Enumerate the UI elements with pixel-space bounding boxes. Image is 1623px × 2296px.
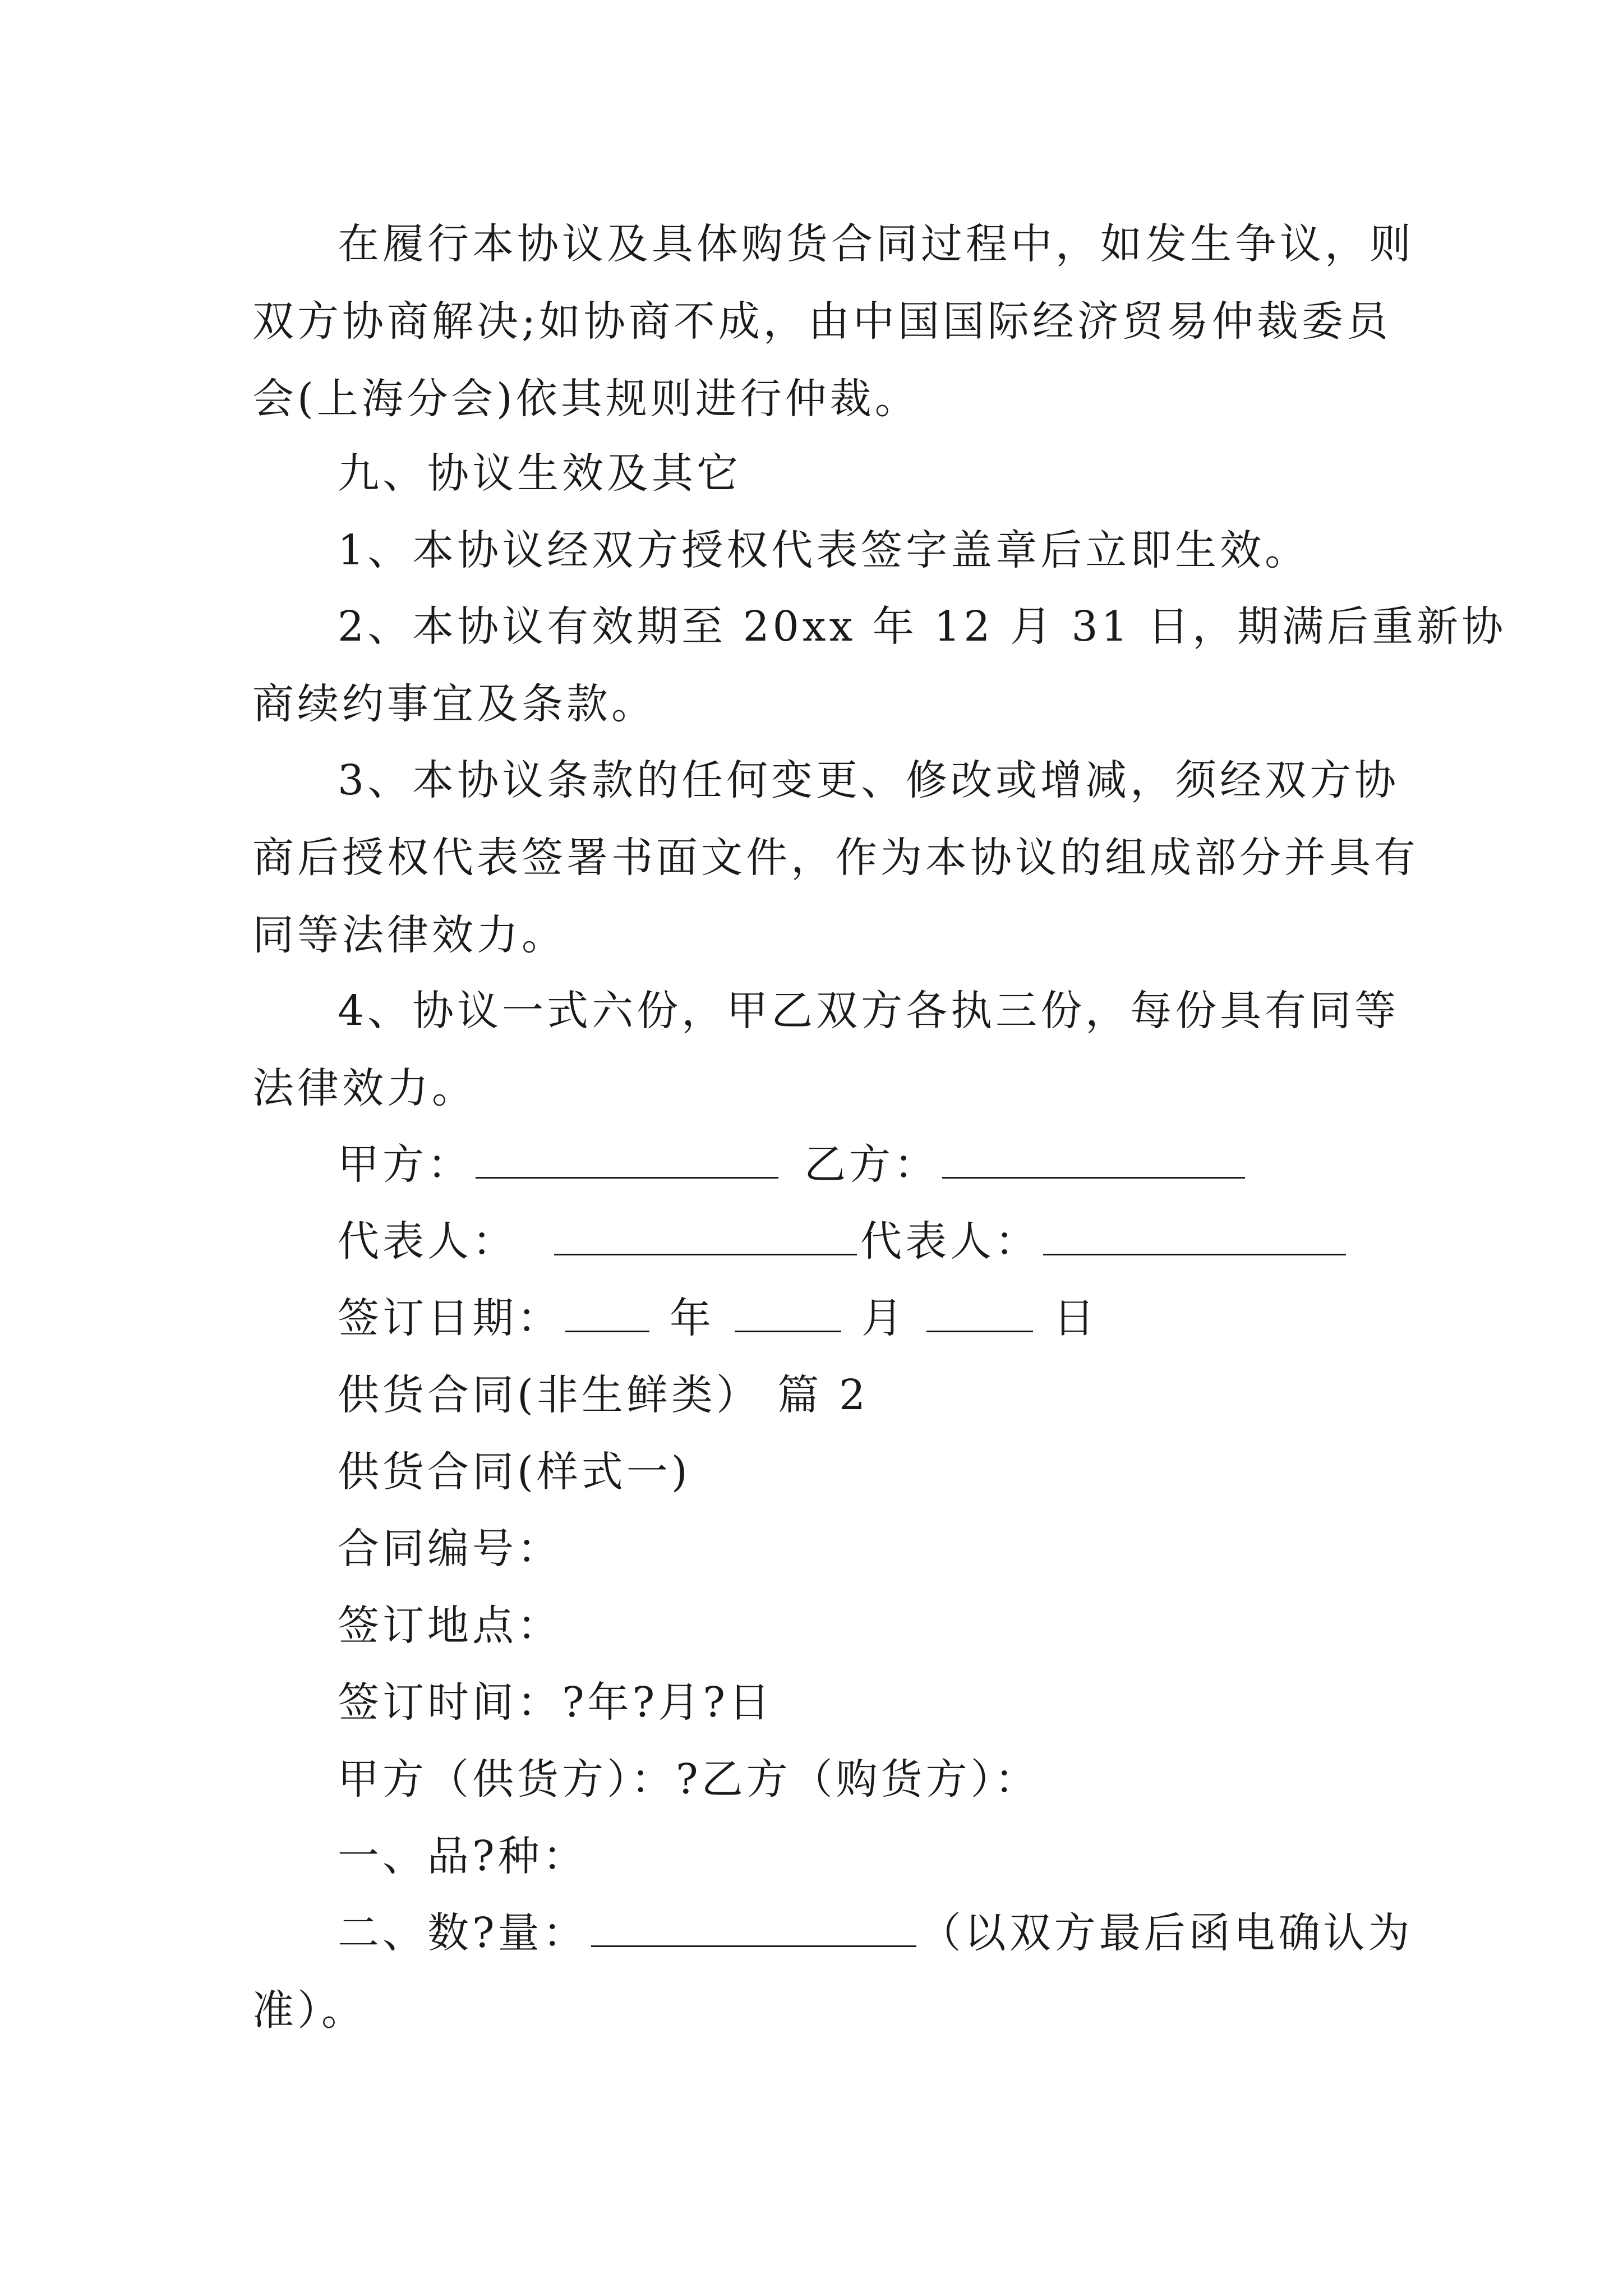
text-line: 双方协商解决;如协商不成，由中国国际经济贸易仲裁委员 [252,297,1391,346]
clause-1 [252,512,1380,589]
quantity-row [252,1894,1413,1972]
text-line: 在履行本协议及具体购货合同过程中，如发生争议，则 [338,220,1414,268]
text-line: 法律效力。 [252,1064,477,1112]
text-line: 商续约事宜及条款。 [252,680,656,728]
clause-3 [252,742,1419,974]
subheading-text: 供货合同(样式一) [338,1448,691,1496]
year-label: 年 [670,1294,714,1342]
heading-text: 供货合同(非生鲜类） 篇 2 [338,1371,869,1419]
parties-line [252,1741,1380,1818]
quantity-label: 二、数?量： [338,1909,588,1957]
text-line: 商后授权代表签署书面文件，作为本协议的组成部分并具有 [252,834,1419,882]
quantity-line [252,1894,1413,2049]
party-b-label: 乙方： [804,1140,939,1189]
signature-parties-line [252,1126,1380,1203]
party-b-blank[interactable] [942,1143,1245,1179]
rep-a-blank[interactable] [554,1220,857,1255]
rep-b-blank[interactable] [1043,1220,1346,1255]
clause-4 [252,972,1400,1127]
text-line: 会(上海分会)依其规则进行仲裁。 [252,375,920,423]
field-label: 签订时间：?年?月?日 [338,1678,774,1727]
field-label: 一、品?种： [338,1832,588,1880]
field-label: 签订地点： [338,1602,562,1650]
text-line: 2、本协议有效期至 20xx 年 12 月 31 日，期满后重新协 [338,602,1507,651]
text-line: 准）。 [252,1986,366,2035]
year-blank[interactable] [565,1297,649,1332]
signature-row [252,1203,1380,1280]
month-blank[interactable] [735,1297,841,1332]
signing-place-line [252,1587,1380,1664]
signature-date-line [252,1280,1380,1357]
party-a-label: 甲方： [338,1140,472,1189]
section-title-text: 九、协议生效及其它 [338,449,741,498]
day-blank[interactable] [926,1297,1033,1332]
signing-time-line [252,1664,1380,1741]
party-a-blank[interactable] [476,1143,778,1179]
field-label: 合同编号： [338,1525,562,1573]
contract-number-line [252,1510,1380,1588]
quantity-blank[interactable] [591,1912,916,1947]
dispute-paragraph [252,205,1414,438]
rep-b-label: 代表人： [860,1217,1040,1266]
contract-2-subheading [252,1433,1380,1511]
clause-2 [252,588,1507,743]
date-label: 签订日期： [338,1294,562,1342]
text-line: 同等法律效力。 [252,911,566,959]
rep-a-label: 代表人： [338,1217,517,1266]
signature-reps-line [252,1203,1380,1280]
month-label: 月 [861,1294,906,1342]
text-line: 3、本协议条款的任何变更、修改或增减，须经双方协 [338,756,1400,804]
quantity-note: （以双方最后函电确认为 [919,1909,1413,1957]
clause-text: 1、本协议经双方授权代表签字盖章后立即生效。 [338,526,1310,574]
text-line: 4、协议一式六份，甲乙双方各执三份，每份具有同等 [338,987,1400,1035]
field-label: 甲方（供货方）：?乙方（购货方）： [338,1755,1040,1803]
signature-row [252,1280,1380,1357]
contract-2-heading [252,1356,1380,1434]
signature-row [252,1126,1380,1203]
section-9-title [252,435,1380,512]
variety-line [252,1818,1380,1895]
day-label: 日 [1053,1294,1098,1342]
